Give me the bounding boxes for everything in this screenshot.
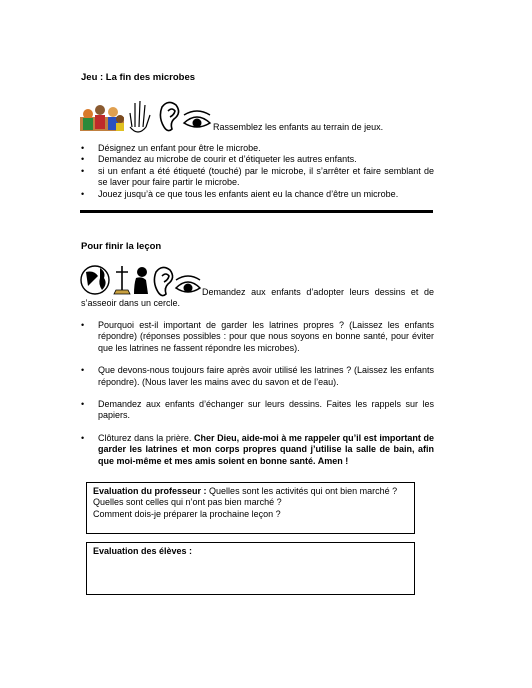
list-item: • Que devons-nous toujours faire après avoir utilisé les latrines ? (Laissez les enfants répondre). (Nous laver les mains avec du savon et de l’eau). <box>98 365 434 388</box>
ear-icon <box>160 102 178 130</box>
teacher-evaluation-question-1: Quelles sont les activités qui ont bien marché ? Quelles sont celles qui n’ont pas bien marché ? <box>93 486 398 508</box>
section-title-closing: Pour finir la leçon <box>81 241 162 252</box>
section2-intro: Demandez aux enfants d’adopter leurs dessins et de s’asseoir dans un cercle. <box>81 287 434 309</box>
student-evaluation-box <box>86 542 415 595</box>
section1-list <box>98 143 434 200</box>
icon-strip-1 <box>80 97 212 135</box>
list-item: • Jouez jusqu’à ce que tous les enfants aient eu la chance d’être un microbe. <box>98 189 434 200</box>
children-group-icon <box>80 105 124 131</box>
section-title-game: Jeu : La fin des microbes <box>81 72 196 83</box>
teacher-evaluation-text <box>93 486 409 520</box>
section1-intro: Rassemblez les enfants au terrain de jeux. <box>213 122 384 132</box>
list-item: • si un enfant a été étiqueté (touché) par le microbe, il s’arrêter et faire semblant de se laver pour faire partir le microbe. <box>98 166 434 189</box>
teacher-evaluation-label: Evaluation du professeur : <box>93 486 207 496</box>
list-item: • Désignez un enfant pour être le microbe. <box>98 143 434 154</box>
list-item: • Pourquoi est-il important de garder les latrines propres ? (Laissez les enfants répondre) (réponses possibles : pour que nous soyons en bonne santé, pour éviter que les latrines ne fassent répondre les microbes). <box>98 320 434 354</box>
list-item: • Demandez aux enfants d’échanger sur leurs dessins. Faites les rappels sur les papiers. <box>98 399 434 422</box>
prayer-text: Cher Dieu, aide-moi à me rappeler qu’il est important de garder les latrines et mon corps propres quand j’utilise la salle de bain, afin que moi-même et mes amis soient en bonne santé. Amen ! <box>98 432 434 466</box>
prayer-prefix: Clôturez dans la prière. <box>98 432 192 443</box>
list-item: • Demandez au microbe de courir et d’étiqueter les autres enfants. <box>98 154 434 165</box>
hand-icon <box>130 101 150 132</box>
teacher-evaluation-box <box>86 482 415 534</box>
section2-list <box>98 320 434 467</box>
section-divider <box>80 210 433 213</box>
student-evaluation-label: Evaluation des élèves : <box>93 546 193 556</box>
list-item-prayer <box>98 433 434 467</box>
eye-icon <box>184 111 210 128</box>
teacher-evaluation-question-2: Comment dois-je préparer la prochaine leçon ? <box>93 508 281 519</box>
